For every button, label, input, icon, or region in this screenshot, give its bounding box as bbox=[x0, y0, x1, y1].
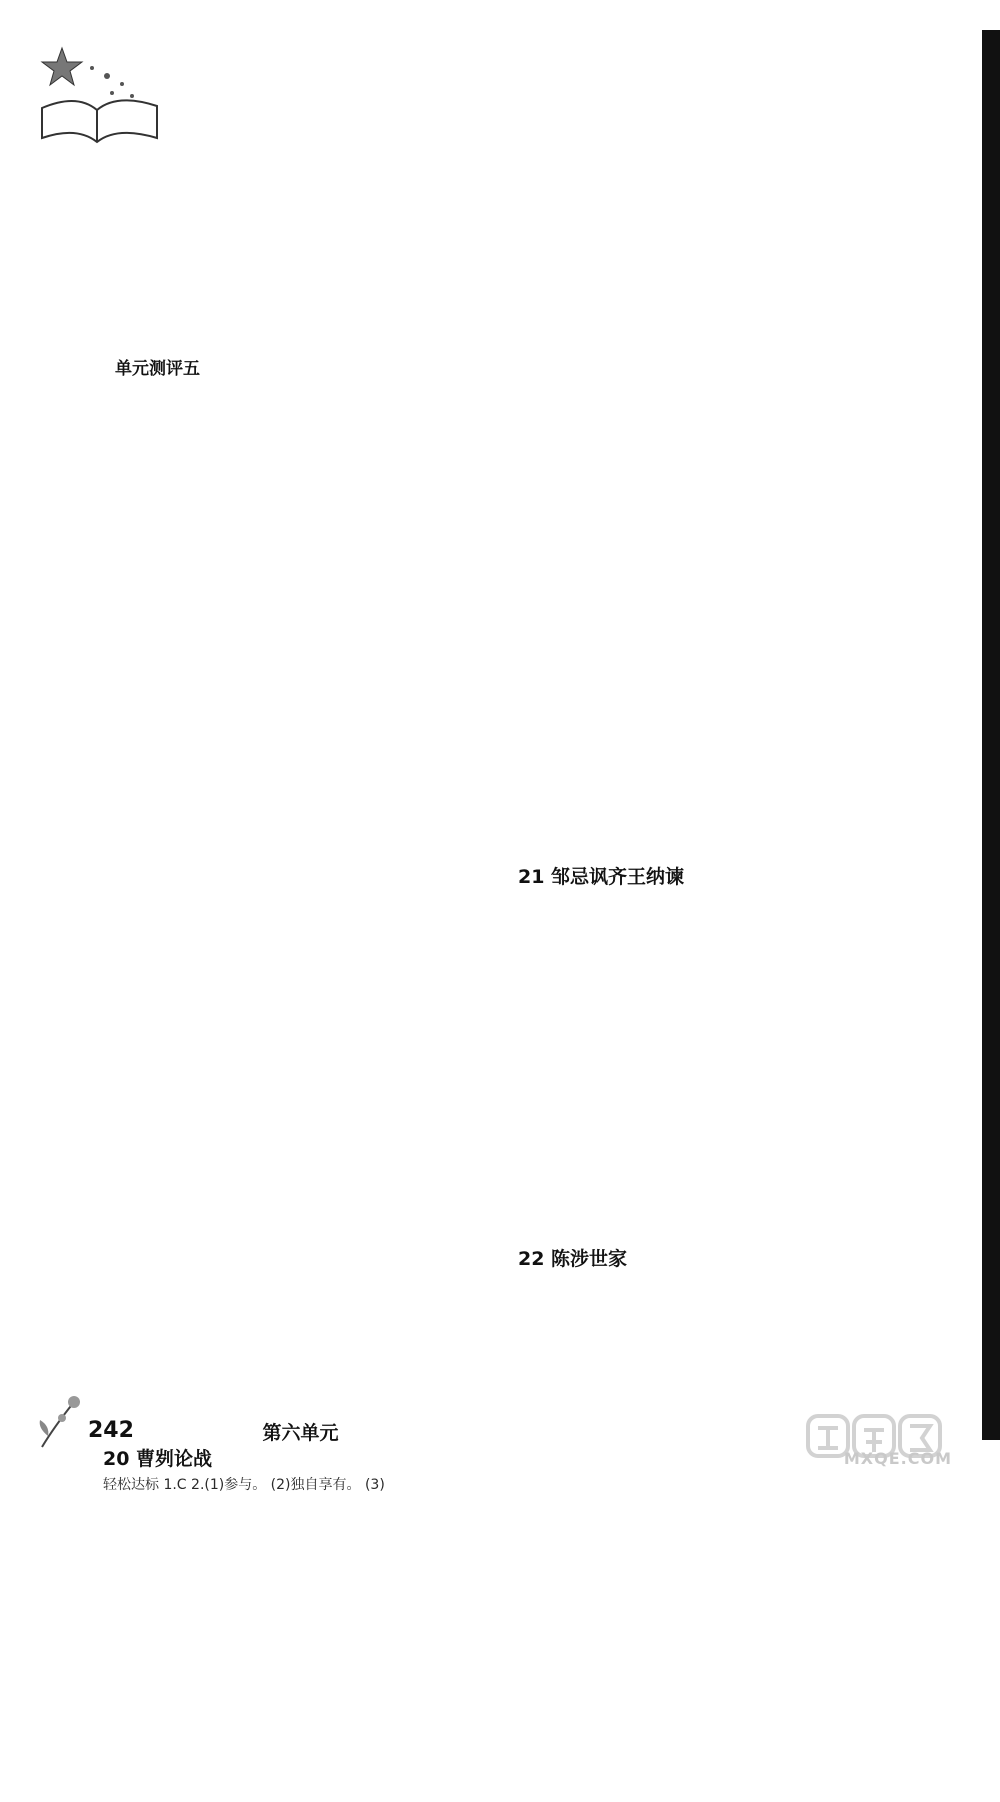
lesson-21-heading: 21 邹忌讽齐王纳谏 bbox=[518, 866, 685, 888]
unit-title: 第六单元 bbox=[262, 1422, 339, 1444]
left-text-column bbox=[103, 158, 498, 1496]
unit-test-heading: 单元测评五 bbox=[115, 359, 200, 379]
text-line: 轻松达标 1.C 2.(1)参与。 (2)独自享有。 (3) bbox=[103, 1477, 385, 1493]
open-book-star-icon bbox=[22, 38, 172, 148]
lesson-22-heading: 22 陈涉世家 bbox=[518, 1248, 628, 1270]
watermark-url: MXQE.COM bbox=[843, 1449, 952, 1468]
right-text-column bbox=[518, 136, 958, 1802]
flower-decoration-icon bbox=[34, 1392, 86, 1452]
page-number: 242 bbox=[88, 1418, 134, 1443]
lesson-heading: 20 曹刿论战 bbox=[103, 1448, 213, 1470]
page-edge-bar bbox=[982, 30, 1000, 1440]
